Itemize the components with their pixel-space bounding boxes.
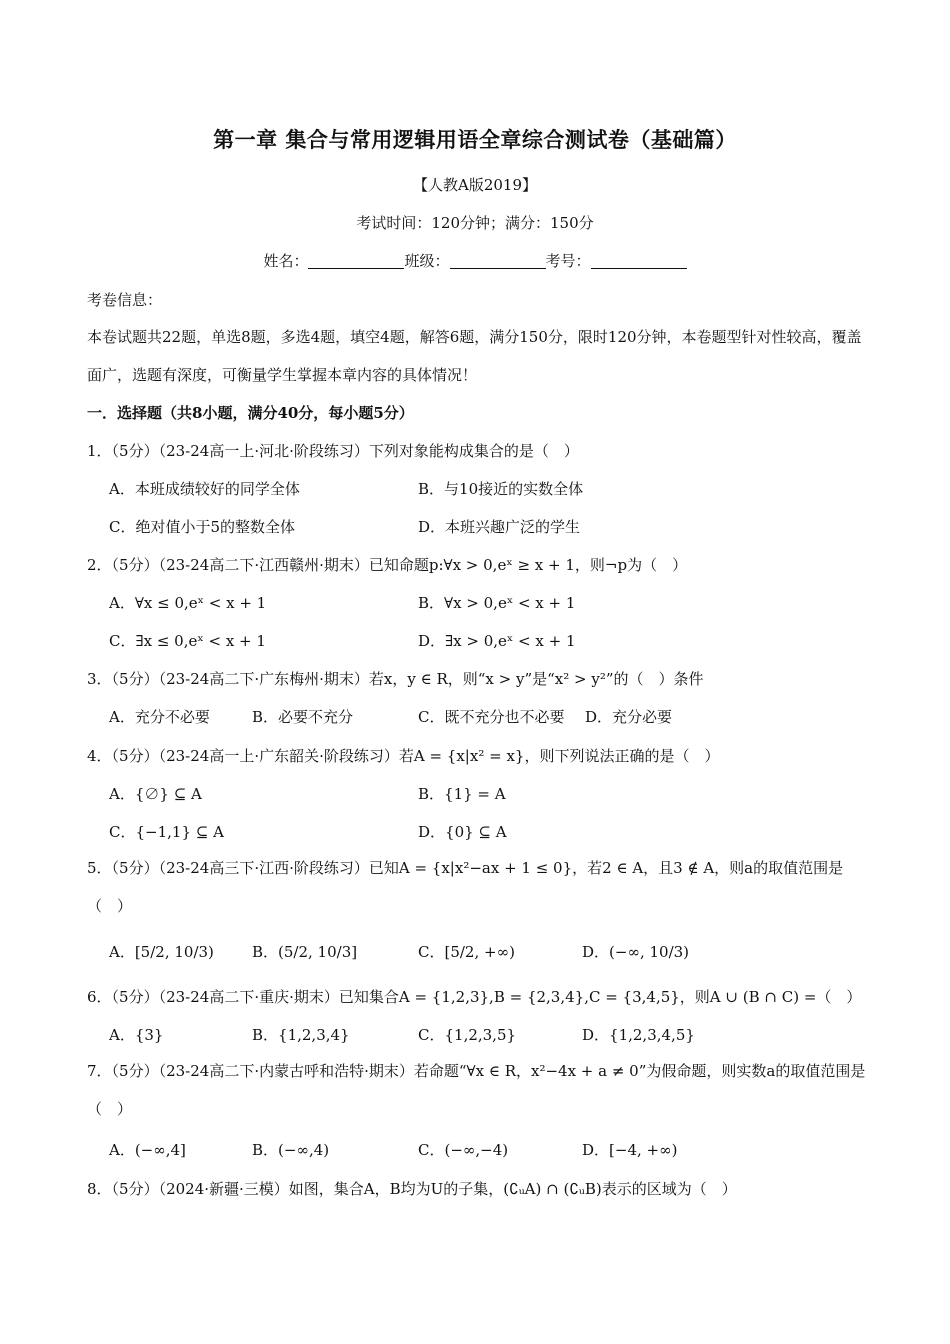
name-blank	[308, 252, 404, 269]
option-c: C．(−∞,−4)	[418, 1141, 509, 1159]
option-b: B．必要不充分	[252, 708, 354, 726]
option-c: C．∃x ≤ 0,eˣ < x + 1	[109, 632, 266, 650]
option-c: C．[5/2, +∞)	[418, 943, 515, 961]
option-b: B．{1,2,3,4}	[252, 1026, 350, 1044]
option-b: B．(5/2, 10/3]	[252, 943, 358, 961]
question-stem: 1．（5分）（23-24高一上·河北·阶段练习）下列对象能构成集合的是（ ）	[87, 442, 579, 460]
question-stem: 4．（5分）（23-24高一上·广东韶关·阶段练习）若A = {x|x² = x}，则下列说法正确的是（ ）	[87, 747, 720, 765]
section-heading: 一．选择题（共8小题，满分40分，每小题5分）	[87, 404, 414, 422]
option-d: D．充分必要	[585, 708, 673, 726]
exam-time: 考试时间：120分钟；满分：150分	[356, 214, 594, 232]
option-a: A．∀x ≤ 0,eˣ < x + 1	[109, 594, 267, 612]
option-d: D．(−∞, 10/3)	[582, 943, 690, 961]
option-c: C．绝对值小于5的整数全体	[109, 518, 296, 536]
question-stem: 3．（5分）（23-24高二下·广东梅州·期末）若x，y ∈ R，则“x > y”是“x² > y²”的（ ）条件	[87, 670, 704, 688]
option-a: A．本班成绩较好的同学全体	[109, 480, 300, 498]
option-a: A．(−∞,4]	[109, 1141, 186, 1159]
option-b: B．与10接近的实数全体	[418, 480, 584, 498]
option-b: B．(−∞,4)	[252, 1141, 330, 1159]
option-a: A．{3}	[109, 1026, 164, 1044]
option-d: D．{1,2,3,4,5}	[582, 1026, 695, 1044]
option-d: D．[−4, +∞)	[582, 1141, 678, 1159]
question-stem: 7．（5分）（23-24高二下·内蒙古呼和浩特·期末）若命题“∀x ∈ R，x²−4x + a ≠ 0”为假命题，则实数a的取值范围是（ ）	[87, 1062, 866, 1118]
question-stem: 6．（5分）（23-24高二下·重庆·期末）已知集合A = {1,2,3},B = {2,3,4},C = {3,4,5}，则A ∪ (B ∩ C) =（ ）	[87, 988, 862, 1006]
option-c: C．{−1,1} ⊆ A	[109, 823, 224, 841]
class-label: 班级：	[404, 252, 450, 270]
question-stem: 5．（5分）（23-24高三下·江西·阶段练习）已知A = {x|x²−ax + 1 ≤ 0}，若2 ∈ A，且3 ∉ A，则a的取值范围是（ ）	[87, 859, 844, 915]
option-d: D．{0} ⊆ A	[418, 823, 507, 841]
edition-label: 【人教A版2019】	[412, 176, 537, 194]
page-title: 第一章 集合与常用逻辑用语全章综合测试卷（基础篇）	[213, 127, 737, 152]
option-c: C．既不充分也不必要	[418, 708, 565, 726]
number-blank	[591, 252, 687, 269]
number-label: 考号：	[545, 252, 591, 270]
option-a: A．充分不必要	[109, 708, 210, 726]
option-d: D．本班兴趣广泛的学生	[418, 518, 581, 536]
info-label: 考卷信息：	[87, 291, 163, 309]
option-b: B．∀x > 0,eˣ < x + 1	[418, 594, 576, 612]
question-stem: 2．（5分）（23-24高二下·江西赣州·期末）已知命题p:∀x > 0,eˣ ≥ x + 1，则¬p为（ ）	[87, 556, 688, 574]
option-a: A．[5/2, 10/3)	[109, 943, 214, 961]
question-stem: 8．（5分）（2024·新疆·三模）如图，集合A，B均为U的子集，(∁ᵤA) ∩ (∁ᵤB)表示的区域为（ ）	[87, 1180, 737, 1198]
student-fields	[0, 250, 950, 271]
option-d: D．∃x > 0,eˣ < x + 1	[418, 632, 576, 650]
name-label: 姓名：	[263, 252, 309, 270]
option-a: A．{∅} ⊆ A	[109, 785, 202, 803]
info-text: 本卷试题共22题，单选8题，多选4题，填空4题，解答6题，满分150分，限时120分钟，本卷题型针对性较高，覆盖面广，选题有深度，可衡量学生掌握本章内容的具体情况！	[87, 328, 862, 384]
class-blank	[450, 252, 546, 269]
option-c: C．{1,2,3,5}	[418, 1026, 517, 1044]
option-b: B．{1} = A	[418, 785, 506, 803]
